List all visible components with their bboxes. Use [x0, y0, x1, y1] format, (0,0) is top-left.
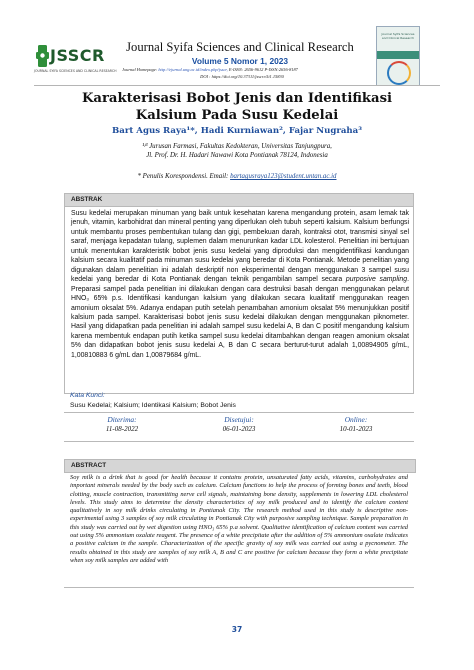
corresponding-author: [60, 173, 414, 180]
cover-caption: Journal Syifa Sciences and Clinical Research: [381, 32, 415, 40]
affiliation-line-1: ¹ʲ³ Jurusan Farmasi, Fakultas Kedokteran, Universitas Tanjungpura,: [142, 143, 332, 150]
abstract-header: [64, 459, 416, 473]
date-online-value: 10-01-2023: [339, 425, 373, 433]
corresponding-label: * Penulis Korespondensi. Email:: [137, 173, 229, 180]
header-divider: [34, 85, 440, 86]
issn-text: E-ISSN: 2656-9612 P-ISSN:2656-8187: [228, 67, 298, 72]
abstract-divider: [64, 587, 414, 588]
abstrak-text-part-2: . Preparasi sampel pada penelitian ini dilakukan dengan cara destruksi basah dengan menggunakan pelarut HNO₃ 65% p.s. Identifikasi kandungan kalsium yang dilakukan secara kualitatif menggunakan reagen amonium oksalat 5%. Adanya endapan putih setelah penambahan amonium oksalat 5% menunjukkan positif kalsium pada sampel. Karakterisasi bobot jenis susu kedelai dilakukan dengan menggunakan piknometer. Hasil yang didapatkan pada penelitian ini adalah sampel susu kedelai A, B dan C positif mengandung kalsium karena membentuk endapan putih ketika sampel susu kedelai ditambahkan dengan reagen amonium oksalat 5% dan didapatkan bobot jenis susu kedelai A, B dan C secara berturut-turut adalah 1,00894905 g/mL, 1,00810883 6 g/mL dan 1,00879684 g/mL.: [71, 276, 409, 359]
article-dates: [64, 415, 414, 437]
homepage-link[interactable]: http://ejurnal.ung.ac.id/index.php/jsscr,: [158, 67, 228, 72]
dates-divider: [64, 441, 414, 442]
keywords-text: Susu Kedelai; Kalsium; Identikasi Kalsium; Bobot Jenis: [70, 402, 236, 409]
abstract-heading: ABSTRACT: [71, 462, 107, 469]
article-title: Karakterisasi Bobot Jenis dan Identifikasi Kalsium Pada Susu Kedelai: [81, 91, 393, 123]
affiliation: [60, 142, 414, 161]
abstrak-heading: ABSTRAK: [71, 196, 103, 203]
logo-subtitle: JOURNAL SYIFA SCIENCES AND CLINICAL RESEARCH: [34, 69, 117, 73]
affiliation-line-2: Jl. Prof. Dr. H. Hadari Nawawi Kota Pontianak 78124, Indonesia: [146, 152, 328, 160]
abstrak-text: [71, 209, 409, 360]
journal-doi[interactable]: DOI : https://doi.org/10.37311/jsscr.v5i1.15830: [200, 74, 284, 79]
date-accepted: [181, 415, 297, 433]
abstrak-box: [64, 193, 414, 394]
cover-ring-icon: [387, 61, 411, 85]
journal-cover-thumbnail: [376, 26, 420, 86]
cover-band: [377, 51, 419, 59]
abstract-text: Soy milk is a drink that is good for health because it contains protein, unsaturated fatty acids, vitamins, carbohydrates and important minerals needed by the body such as calcium. Calcium functions to help the process of forming bones and teeth, blood clotting, muscle contraction, transmitting nerve cell signals, maintaining bone density, supplements in lowering LDL cholesterol levels. This study aims to determine the density characteristics of soy milk produced and to identify the calcium content qualitatively in soy milk drinks circulating in Pontianak City. The research method used in this study is descriptive non-experimental using 3 samples of soy milk circulating in Pontianak City with purposive sampling technique. Sample preparation in this study was carried out by wet digestion using HNO₃ 65% p.a solvent. Qualitative identification of calcium content was carried out using 5% ammonium oxalate reagent. The presence of a white precipitate after the addition of 5% ammonium oxalate indicates a positive calcium in the sample. Characterization of the specific gravity of soy milk was carried out using a pycnometer. The results obtained in this study are samples of soy milk A, B and C are positive for calcium because they form a white precipitate when soy milk samples are added with: [70, 474, 408, 564]
corresponding-email-link[interactable]: bartagusraya123@student.untan.ac.id: [230, 173, 337, 180]
date-accepted-value: 06-01-2023: [222, 425, 256, 433]
journal-volume: Volume 5 Nomor 1, 2023: [191, 56, 289, 66]
date-received-label: Diterima:: [107, 415, 137, 424]
date-received: [64, 415, 180, 433]
page-number: 37: [231, 625, 243, 634]
abstrak-text-part-1: Susu kedelai merupakan minuman yang baik untuk kesehatan karena mengandung protein, asam lemak tak jenuh, vitamin, karbohidrat dan mineral penting yang diperlukan oleh tubuh seperti kalsium. Kalsium berfungsi untuk membantu proses pembentukan tulang dan gigi, pembekuan darah, kontraksi otot, transmisi sinyal sel saraf, menjaga kepadatan tulang, suplemen dalam menurunkan kadar LDL kolesterol. Penelitian ini bertujuan untuk menentukan karakteristik bobot jenis susu kedelai yang diproduksi dan mengidentifikasi kandungan kalsium secara kualitatif pada minuman susu kedelai yang beredar di Kota Pontianak. Metode penelitian yang digunakan dalam penelitian ini adalah deskriptif non eksperimental dengan menggunakan 3 sampel susu kedelai yang beredar di Kota Pontianak dengan teknik pengambilan sampel secara: [71, 210, 409, 284]
keywords-divider: [64, 412, 414, 413]
date-online: [298, 415, 414, 433]
date-accepted-label: Disetujui:: [224, 415, 254, 424]
logo-wordmark: JSSCR: [50, 46, 105, 65]
journal-title: Journal Syifa Sciences and Clinical Research: [126, 40, 354, 54]
keywords-heading: Kata Kunci:: [70, 392, 105, 399]
date-received-value: 11-08-2022: [105, 425, 139, 433]
abstrak-header: [65, 194, 413, 207]
date-online-label: Online:: [344, 415, 368, 424]
abstrak-text-italic: purposive sampling: [345, 276, 408, 284]
author-list: Bart Agus Raya¹*, Hadi Kurniawan², Fajar Nugraha³: [111, 126, 363, 136]
homepage-label: Journal Homepage:: [122, 67, 158, 72]
journal-homepage: [122, 67, 372, 72]
